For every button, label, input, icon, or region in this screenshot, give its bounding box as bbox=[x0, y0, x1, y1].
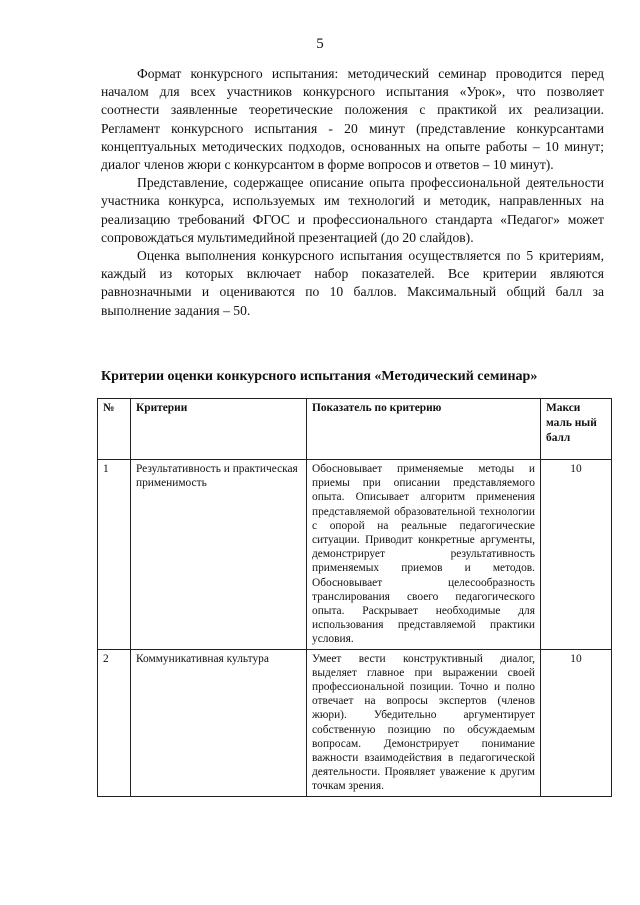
row-criterion: Результативность и практическая применимость bbox=[131, 460, 307, 650]
table-row bbox=[98, 649, 612, 796]
header-max-score: Макси маль ный балл bbox=[541, 399, 612, 460]
header-criterion: Критерии bbox=[131, 399, 307, 460]
section-heading: Критерии оценки конкурсного испытания «Методический семинар» bbox=[101, 369, 538, 384]
row-indicator: Обосновывает применяемые методы и приемы при описании представляемого опыта. Описывает алгоритм применения представляемой образовательной технологии с опорой на реальные педагогические ситуации. Приводит конкретные аргументы, демонстрирует результативность применяемых приемов и методов. Обосновывает целесообразность транслирования своего педагогического опыта. Раскрывает необходимые для использования представляемой практики условия. bbox=[307, 460, 541, 650]
paragraph-presentation: Представление, содержащее описание опыта профессиональной деятельности участника конкурса, используемых им технологий и методик, направленных на реализацию требований ФГОС и профессионального стандарта «Педагог» может сопровождаться мультимедийной презентацией (до 20 слайдов). bbox=[101, 175, 604, 245]
table-header-row bbox=[98, 399, 612, 460]
row-score: 10 bbox=[541, 649, 612, 796]
body-text bbox=[101, 65, 604, 320]
criteria-table bbox=[97, 398, 612, 797]
row-num: 1 bbox=[98, 460, 131, 650]
paragraph-evaluation: Оценка выполнения конкурсного испытания осуществляется по 5 критериям, каждый из которых включает набор показателей. Все критерии являются равнозначными и оцениваются по 10 баллов. Максимальный общий балл за выполнение задания – 50. bbox=[101, 248, 604, 318]
table-row bbox=[98, 460, 612, 650]
paragraph-format: Формат конкурсного испытания: методический семинар проводится перед началом для всех участников конкурсного испытания «Урок», что позволяет соотнести заявленные теоретические положения с практикой их реализации. Регламент конкурсного испытания - 20 минут (представление конкурсантами концептуальных методических подходов, основанных на опыте работы – 10 минут; диалог членов жюри с конкурсантом в форме вопросов и ответов – 10 минут). bbox=[101, 66, 604, 173]
row-criterion: Коммуникативная культура bbox=[131, 649, 307, 796]
row-indicator: Умеет вести конструктивный диалог, выделяет главное при выражении своей профессиональной позиции. Точно и полно отвечает на вопросы экспертов (членов жюри). Убедительно аргументирует собственную позицию по обсуждаемым вопросам. Демонстрирует понимание важности взаимодействия в педагогической деятельности. Проявляет уважение к другим точкам зрения. bbox=[307, 649, 541, 796]
row-num: 2 bbox=[98, 649, 131, 796]
page-number: 5 bbox=[316, 36, 324, 52]
row-score: 10 bbox=[541, 460, 612, 650]
header-indicator: Показатель по критерию bbox=[307, 399, 541, 460]
header-num: № bbox=[98, 399, 131, 460]
